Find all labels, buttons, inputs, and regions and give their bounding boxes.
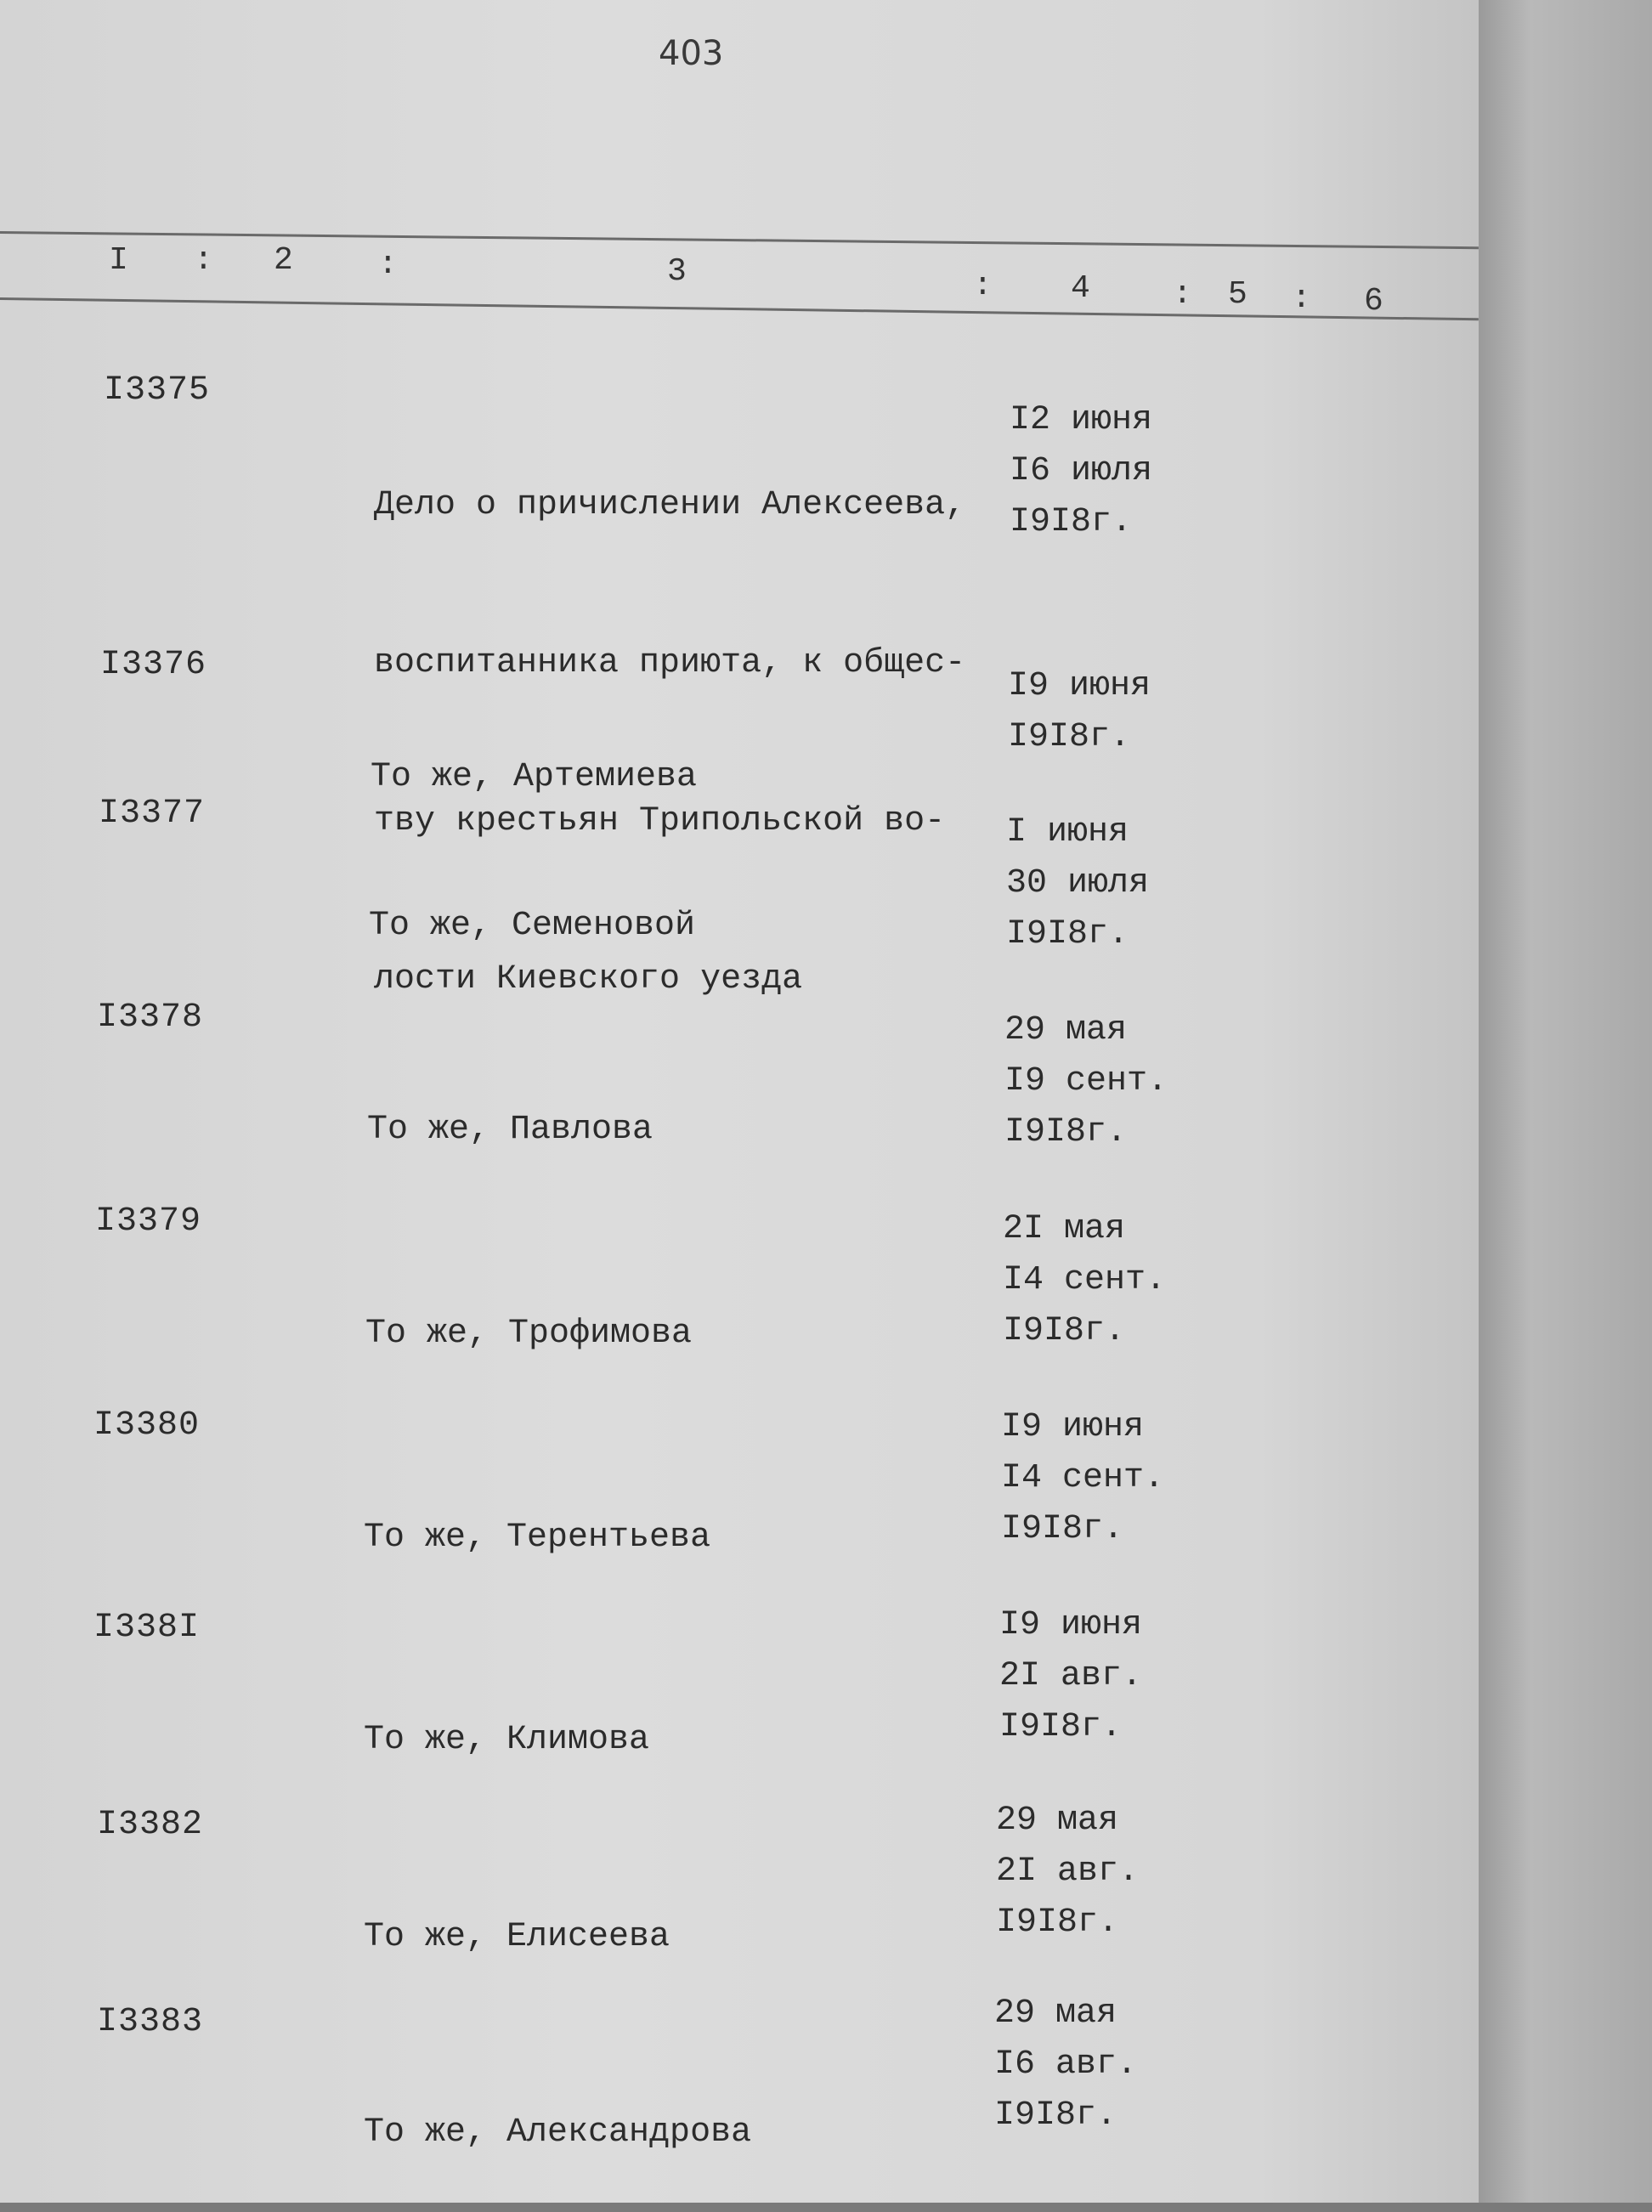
record-description: То же, Трофимова (365, 1315, 693, 1353)
record-dates: I июня 30 июля I9I8г. (1006, 813, 1150, 953)
record-dates: I9 июня I4 сент. I9I8г. (1001, 1408, 1165, 1548)
record-description: То же, Семеновой (369, 907, 696, 945)
record-dates: 29 мая I6 авг. I9I8г. (994, 1994, 1138, 2135)
record-dates: 2I мая I4 сент. I9I8г. (1003, 1210, 1167, 1350)
column-separator: : (973, 268, 993, 304)
column-header-1: I (109, 242, 128, 279)
record-description: То же, Александрова (364, 2113, 752, 2152)
page-edge (1479, 0, 1652, 2203)
record-description: То же, Павлова (367, 1111, 653, 1149)
column-separator: : (1292, 280, 1311, 317)
record-number: I3379 (95, 1202, 202, 1241)
record-dates: 29 мая 2I авг. I9I8г. (996, 1802, 1140, 1942)
record-number: I3375 (104, 371, 211, 410)
record-description: То же, Елисеева (364, 1918, 670, 1956)
record-dates: I2 июня I6 июля I9I8г. (1010, 401, 1153, 541)
record-number: I338I (93, 1609, 201, 1647)
record-number: I3383 (97, 2003, 204, 2041)
record-number: I3376 (100, 646, 207, 684)
column-header-5: 5 (1228, 276, 1247, 313)
column-separator: : (1173, 276, 1192, 313)
record-description: То же, Артемиева (371, 758, 698, 796)
column-header-6: 6 (1364, 283, 1383, 320)
record-number: I3382 (97, 1806, 204, 1844)
record-description: То же, Терентьева (364, 1519, 711, 1557)
record-description: То же, Климова (364, 1721, 650, 1759)
column-header-4: 4 (1071, 270, 1090, 307)
record-description: Дело о причислении Алексеева, воспитанника приюта, к общес- тву крестьян Трипольской во- лости Киевского уезда (374, 486, 966, 999)
record-dates: I9 июня I9I8г. (1008, 667, 1151, 756)
record-number: I3380 (93, 1406, 201, 1445)
record-number: I3378 (97, 999, 204, 1037)
record-dates: 29 мая I9 сент. I9I8г. (1004, 1011, 1168, 1151)
column-separator: : (378, 246, 398, 283)
column-separator: : (194, 242, 213, 279)
record-number: I3377 (99, 795, 206, 833)
record-dates: I9 июня 2I авг. I9I8г. (999, 1606, 1143, 1746)
page-number: 403 (659, 34, 724, 73)
column-header-2: 2 (274, 242, 293, 279)
column-header-3: 3 (667, 253, 687, 290)
